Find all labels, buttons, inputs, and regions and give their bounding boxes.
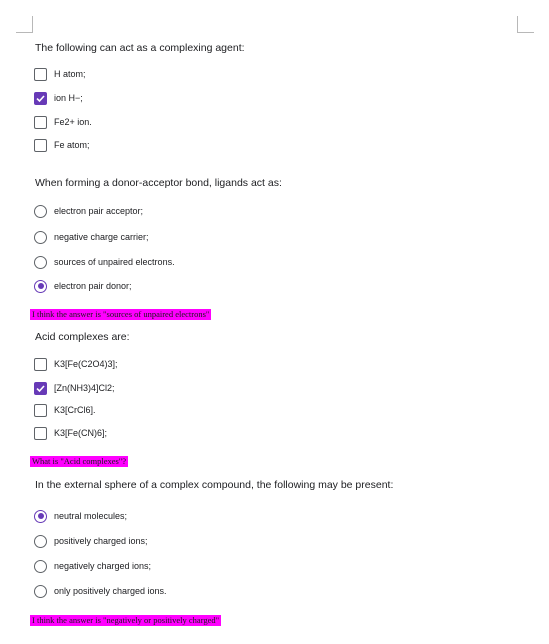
radio-unselected-icon[interactable] bbox=[34, 560, 47, 573]
radio-unselected-icon[interactable] bbox=[34, 231, 47, 244]
option-label: K3[Fe(C2O4)3]; bbox=[54, 359, 118, 369]
option-label: sources of unpaired electrons. bbox=[54, 257, 175, 267]
option-label: Fe atom; bbox=[54, 140, 90, 150]
option-label: [Zn(NH3)4]Cl2; bbox=[54, 383, 115, 393]
checkbox-checked-icon[interactable] bbox=[34, 382, 47, 395]
question-3-text: Acid complexes are: bbox=[35, 331, 130, 343]
highlighted-comment: What is "Acid complexes"? bbox=[32, 456, 127, 466]
checkbox-unchecked-icon[interactable] bbox=[34, 68, 47, 81]
question-3-option-1[interactable] bbox=[34, 356, 118, 372]
question-3-option-3[interactable] bbox=[34, 402, 96, 418]
checkbox-unchecked-icon[interactable] bbox=[34, 358, 47, 371]
checkbox-checked-icon[interactable] bbox=[34, 92, 47, 105]
highlighted-comment: I think the answer is "sources of unpaired electrons" bbox=[32, 309, 210, 319]
option-label: K3[CrCl6]. bbox=[54, 405, 96, 415]
option-label: K3[Fe(CN)6]; bbox=[54, 428, 108, 438]
radio-unselected-icon[interactable] bbox=[34, 535, 47, 548]
option-label: neutral molecules; bbox=[54, 511, 128, 521]
question-1-text: The following can act as a complexing agent: bbox=[35, 42, 245, 54]
question-3-option-2[interactable] bbox=[34, 380, 115, 396]
question-3-option-4[interactable] bbox=[34, 425, 107, 441]
option-label: electron pair acceptor; bbox=[54, 206, 144, 216]
option-label: electron pair donor; bbox=[54, 281, 132, 291]
question-1-option-1[interactable] bbox=[34, 66, 86, 82]
checkbox-unchecked-icon[interactable] bbox=[34, 404, 47, 417]
question-2-text: When forming a donor-acceptor bond, ligands act as: bbox=[35, 177, 282, 189]
question-2-option-1[interactable] bbox=[34, 203, 143, 219]
radio-unselected-icon[interactable] bbox=[34, 585, 47, 598]
question-4-option-4[interactable] bbox=[34, 583, 167, 599]
question-4-option-1[interactable] bbox=[34, 508, 127, 524]
question-1-option-4[interactable] bbox=[34, 137, 90, 153]
radio-selected-icon[interactable] bbox=[34, 280, 47, 293]
question-2-option-4[interactable] bbox=[34, 278, 132, 294]
question-2-option-2[interactable] bbox=[34, 229, 149, 245]
question-4-option-3[interactable] bbox=[34, 558, 151, 574]
page-corner-mark-left bbox=[16, 16, 33, 33]
checkbox-unchecked-icon[interactable] bbox=[34, 139, 47, 152]
question-1-option-2[interactable] bbox=[34, 90, 83, 106]
option-label: negatively charged ions; bbox=[54, 561, 152, 571]
question-1-option-3[interactable] bbox=[34, 114, 92, 130]
question-4-text: In the external sphere of a complex compound, the following may be present: bbox=[35, 479, 394, 491]
checkbox-unchecked-icon[interactable] bbox=[34, 427, 47, 440]
option-label: Fe2+ ion. bbox=[54, 117, 92, 127]
radio-unselected-icon[interactable] bbox=[34, 205, 47, 218]
checkbox-unchecked-icon[interactable] bbox=[34, 116, 47, 129]
option-label: only positively charged ions. bbox=[54, 586, 167, 596]
highlighted-comment: I think the answer is "negatively or positively charged" bbox=[32, 615, 220, 625]
radio-unselected-icon[interactable] bbox=[34, 256, 47, 269]
radio-selected-icon[interactable] bbox=[34, 510, 47, 523]
option-label: negative charge carrier; bbox=[54, 232, 149, 242]
option-label: positively charged ions; bbox=[54, 536, 148, 546]
option-label: H atom; bbox=[54, 69, 86, 79]
page-corner-mark-right bbox=[517, 16, 534, 33]
question-2-option-3[interactable] bbox=[34, 254, 175, 270]
option-label: ion H−; bbox=[54, 93, 83, 103]
question-4-option-2[interactable] bbox=[34, 533, 148, 549]
